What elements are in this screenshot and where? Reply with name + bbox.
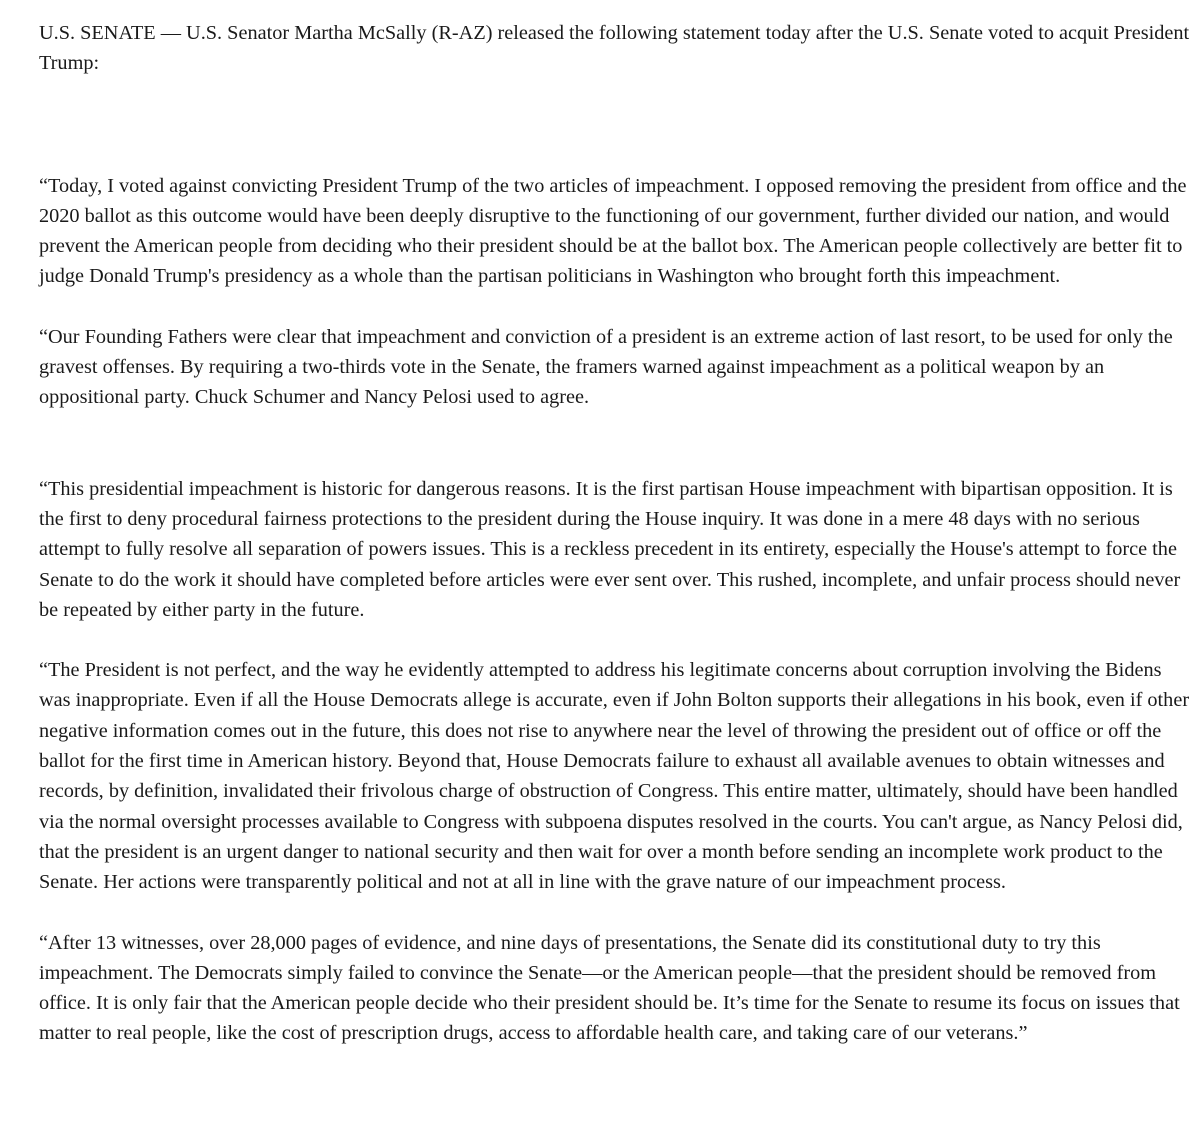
statement-paragraph: “After 13 witnesses, over 28,000 pages of evidence, and nine days of presentations, the Senate did its constitutional duty to try this impeachment. The Democrats simply failed to convince the Senate—or the American people—that the president should be removed from office. It is only fair that the American people decide who their president should be. It’s time for the Senate to resume its focus on issues that matter to real people, like the cost of prescription drugs, access to affordable health care, and taking care of our veterans.” bbox=[39, 931, 1180, 1045]
statement-paragraph: “Today, I voted against convicting President Trump of the two articles of impeachment. I opposed removing the president from office and the 2020 ballot as this outcome would have been deeply disruptive to the functioning of our government, further divided our nation, and would prevent the American people from deciding who their president should be at the ballot box. The American people collectively are better fit to judge Donald Trump's presidency as a whole than the partisan politicians in Washington who brought forth this impeachment. bbox=[39, 174, 1187, 288]
statement-paragraph: “This presidential impeachment is historic for dangerous reasons. It is the first partisan House impeachment with bipartisan opposition. It is the first to deny procedural fairness protections to the president during the House inquiry. It was done in a mere 48 days with no serious attempt to fully resolve all separation of powers issues. This is a reckless precedent in its entirety, especially the House's attempt to force the Senate to do the work it should have completed before articles were ever sent over. This rushed, incomplete, and unfair process should never be repeated by either party in the future. bbox=[39, 477, 1181, 621]
statement-intro: U.S. SENATE — U.S. Senator Martha McSally (R-AZ) released the following statement today after the U.S. Senate voted to acquit President Trump: bbox=[39, 22, 1190, 75]
statement-paragraph: “The President is not perfect, and the way he evidently attempted to address his legitimate concerns about corruption involving the Bidens was inappropriate. Even if all the House Democrats allege is accurate, even if John Bolton supports their allegations in his book, even if other negative information comes out in the future, this does not rise to anywhere near the level of throwing the president out of office or off the ballot for the first time in American history. Beyond that, House Democrats failure to exhaust all available avenues to obtain witnesses and records, by definition, invalidated their frivolous charge of obstruction of Congress. This entire matter, ultimately, should have been handled via the normal oversight processes available to Congress with subpoena disputes resolved in the courts. You can't argue, as Nancy Pelosi did, that the president is an urgent danger to national security and then wait for over a month before sending an incomplete work product to the Senate. Her actions were transparently political and not at all in line with the grave nature of our impeachment process. bbox=[39, 659, 1190, 894]
statement-paragraph: “Our Founding Fathers were clear that impeachment and conviction of a president is an extreme action of last resort, to be used for only the gravest offenses. By requiring a two-thirds vote in the Senate, the framers warned against impeachment as a political weapon by an oppositional party. Chuck Schumer and Nancy Pelosi used to agree. bbox=[39, 325, 1173, 409]
